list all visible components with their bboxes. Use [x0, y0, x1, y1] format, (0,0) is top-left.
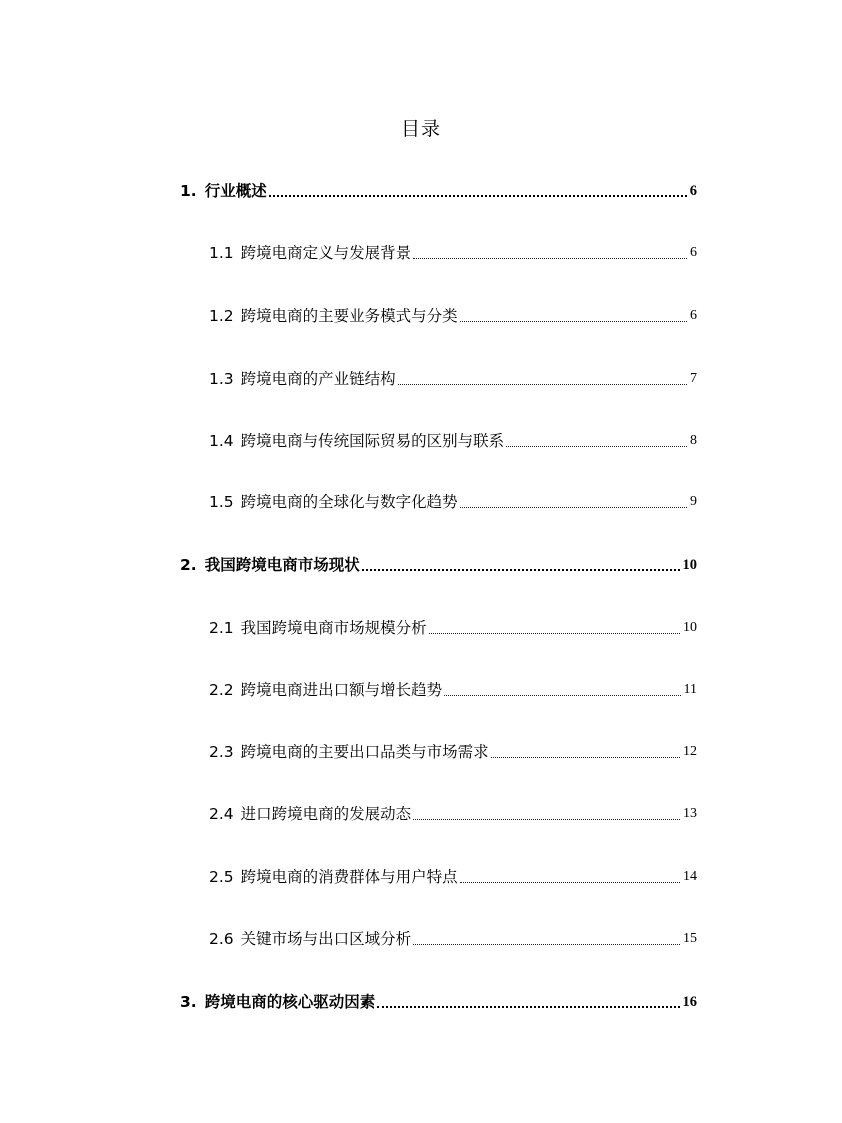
toc-entry-number: 2.1: [209, 619, 234, 637]
toc-entry-number: 1.1: [209, 244, 234, 262]
toc-entry-page: 11: [683, 682, 697, 697]
toc-entry-text: 进口跨境电商的发展动态: [240, 805, 412, 823]
toc-entry-1-5[interactable]: [209, 491, 697, 513]
toc-entry-text: 跨境电商的产业链结构: [240, 370, 396, 388]
toc-entry-number: 2.: [180, 556, 197, 574]
toc-entry-text: 跨境电商的消费群体与用户特点: [240, 868, 458, 886]
toc-entry-2-6[interactable]: [209, 928, 697, 950]
toc-entry-page: 6: [690, 245, 697, 260]
toc-entry-number: 1.3: [209, 370, 234, 388]
toc-entry-page: 8: [690, 433, 697, 448]
toc-entry-2-2[interactable]: [209, 679, 697, 701]
toc-entry-number: 1.4: [209, 432, 234, 450]
toc-entry-number: 3.: [180, 993, 197, 1011]
toc-entry-number: 2.3: [209, 743, 234, 761]
toc-dot-leader: [506, 446, 687, 447]
toc-dot-leader: [413, 258, 687, 259]
toc-entry-page: 9: [690, 494, 697, 509]
toc-dot-leader: [413, 944, 680, 945]
toc-dot-leader: [429, 633, 680, 634]
toc-entry-text: 我国跨境电商市场现状: [204, 556, 360, 574]
toc-entry-text: 跨境电商的全球化与数字化趋势: [240, 493, 458, 511]
toc-entry-number: 1.2: [209, 307, 234, 325]
toc-dot-leader: [444, 695, 680, 696]
toc-entry-page: 13: [683, 806, 697, 821]
toc-dot-leader: [269, 195, 687, 197]
toc-entry-1-1[interactable]: [209, 242, 697, 264]
toc-entry-2-3[interactable]: [209, 741, 697, 763]
toc-entry-text: 跨境电商的主要业务模式与分类: [240, 307, 458, 325]
toc-entry-text: 跨境电商与传统国际贸易的区别与联系: [240, 432, 505, 450]
toc-entry-2-5[interactable]: [209, 866, 697, 888]
toc-entry-number: 1.5: [209, 493, 234, 511]
toc-entry-page: 14: [683, 869, 697, 884]
toc-entry-number: 2.2: [209, 681, 234, 699]
toc-entry-2[interactable]: [180, 554, 697, 576]
toc-entry-page: 6: [689, 183, 697, 199]
toc-entry-1-4[interactable]: [209, 430, 697, 452]
toc-entry-number: 2.4: [209, 805, 234, 823]
toc-dot-leader: [491, 757, 680, 758]
toc-entry-2-4[interactable]: [209, 803, 697, 825]
toc-entry-2-1[interactable]: [209, 617, 697, 639]
toc-entry-1[interactable]: [180, 180, 697, 202]
toc-dot-leader: [460, 321, 687, 322]
toc-title: 目录: [400, 118, 441, 140]
toc-entry-text: 跨境电商的核心驱动因素: [204, 993, 376, 1011]
toc-entry-page: 7: [690, 371, 697, 386]
toc-entry-page: 10: [682, 557, 697, 573]
toc-entry-1-3[interactable]: [209, 368, 697, 390]
toc-entry-text: 跨境电商的主要出口品类与市场需求: [240, 743, 489, 761]
toc-entry-page: 16: [682, 994, 697, 1010]
toc-entry-text: 跨境电商定义与发展背景: [240, 244, 412, 262]
toc-entry-text: 我国跨境电商市场规模分析: [240, 619, 427, 637]
toc-dot-leader: [460, 507, 687, 508]
toc-entry-text: 关键市场与出口区域分析: [240, 930, 412, 948]
toc-entry-page: 12: [683, 744, 697, 759]
toc-dot-leader: [460, 882, 680, 883]
toc-entry-page: 10: [683, 620, 697, 635]
toc-entry-number: 2.6: [209, 930, 234, 948]
toc-entry-page: 6: [690, 308, 697, 323]
toc-entry-text: 跨境电商进出口额与增长趋势: [240, 681, 443, 699]
toc-entry-text: 行业概述: [204, 182, 267, 200]
toc-entry-3[interactable]: [180, 991, 697, 1013]
toc-dot-leader: [377, 1006, 679, 1008]
toc-dot-leader: [362, 569, 680, 571]
toc-entry-1-2[interactable]: [209, 305, 697, 327]
toc-dot-leader: [413, 819, 680, 820]
toc-dot-leader: [398, 384, 687, 385]
toc-entry-page: 15: [683, 931, 697, 946]
toc-entry-number: 1.: [180, 182, 197, 200]
toc-entry-number: 2.5: [209, 868, 234, 886]
